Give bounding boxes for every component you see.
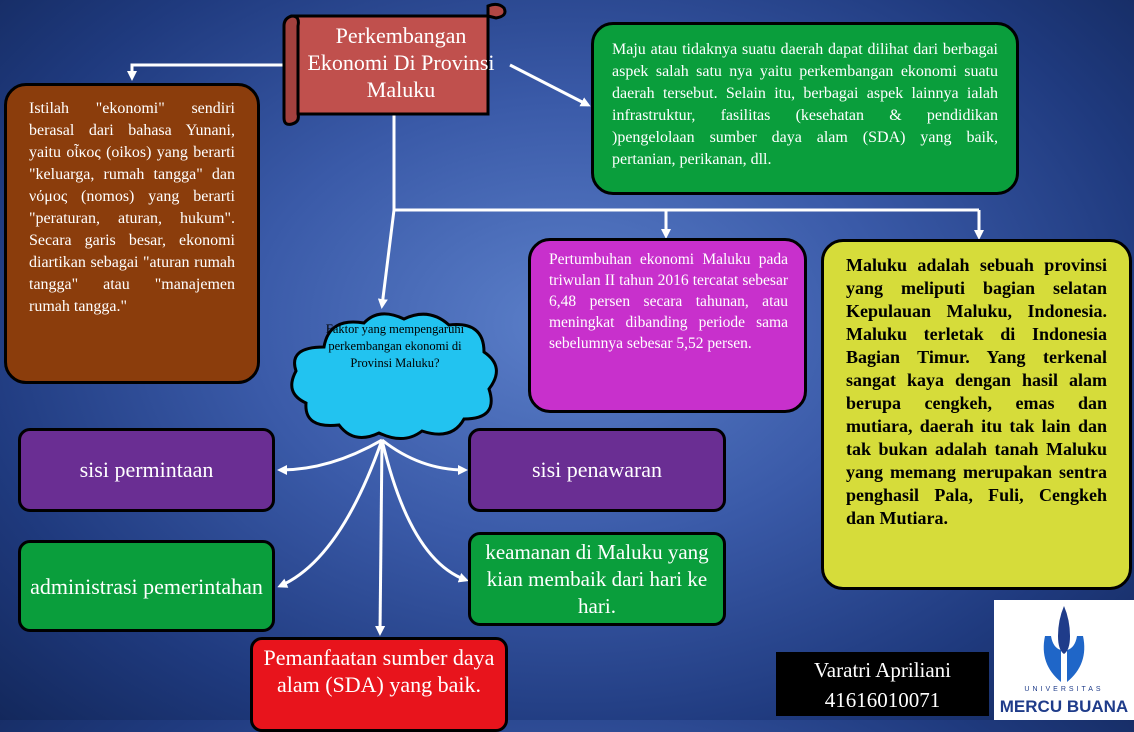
author-name: Varatri Apriliani	[813, 658, 952, 682]
diagram-title: Perkembangan Ekonomi Di Provinsi Maluku	[307, 23, 495, 102]
factor-security: keamanan di Maluku yang kian membaik dari hari ke hari.	[468, 532, 726, 626]
line-to-sda	[380, 440, 382, 633]
factor-demand-side: sisi permintaan	[18, 428, 275, 512]
mercu-buana-emblem-icon	[1039, 606, 1089, 686]
economy-origin-box: Istilah "ekonomi" sendiri berasal dari bahasa Yunani, yaitu οἶκος (oikos) yang berarti "keluarga, rumah tangga" dan νόμος (nomos) yang berarti "peraturan, aturan, hukum". Secara garis besar, ekonomi diartikan sebagai "aturan rumah tangga" atau "manajemen rumah tangga."	[4, 83, 260, 384]
line-to-cloud	[382, 210, 394, 306]
factors-question: Faktor yang mempengaruhi perkembangan ekonomi di Provinsi Maluku?	[325, 322, 465, 370]
logo-universitas-text: UNIVERSITAS	[1024, 686, 1104, 693]
factor-supply-side: sisi penawaran	[468, 428, 726, 512]
author-label	[776, 652, 989, 716]
logo-university-name: MERCU BUANA	[999, 697, 1129, 716]
factor-government-administration: administrasi pemerintahan	[18, 540, 275, 632]
author-id: 41616010071	[824, 688, 941, 712]
line-to-origin	[132, 65, 283, 78]
university-logo	[994, 600, 1134, 720]
intro-box: Maju atau tidaknya suatu daerah dapat dilihat dari berbagai aspek salah satu nya yaitu perkembangan ekonomi suatu daerah tersebut. Selain itu, berbagai aspek lainnya ialah infrastruktur, fasilitas (kesehatan & pendidikan )pengelolaan sumber daya alam (SDA) yang baik, pertanian, perikanan, dll.	[591, 22, 1019, 195]
line-to-intro	[510, 65, 588, 105]
factor-natural-resources: Pemanfaatan sumber daya alam (SDA) yang baik.	[250, 637, 508, 732]
growth-box: Pertumbuhan ekonomi Maluku pada triwulan II tahun 2016 tercatat sebesar 6,48 persen secara tahunan, atau meningkat dibanding periode sama sebelumnya sebesar 5,52 persen.	[528, 238, 807, 413]
line-to-security	[382, 440, 466, 580]
maluku-description-box: Maluku adalah sebuah provinsi yang meliputi bagian selatan Kepulauan Maluku, Indonesia. Maluku terletak di Indonesia Bagian Timur. Yang terkenal sangat kaya dengan hasil alam berupa cengkeh, emas dan mutiara, daerah itu tak lain dan tak bukan adalah tanah Maluku yang memang merupakan sentra penghasil Pala, Fuli, Cengkeh dan Mutiara.	[821, 239, 1132, 590]
